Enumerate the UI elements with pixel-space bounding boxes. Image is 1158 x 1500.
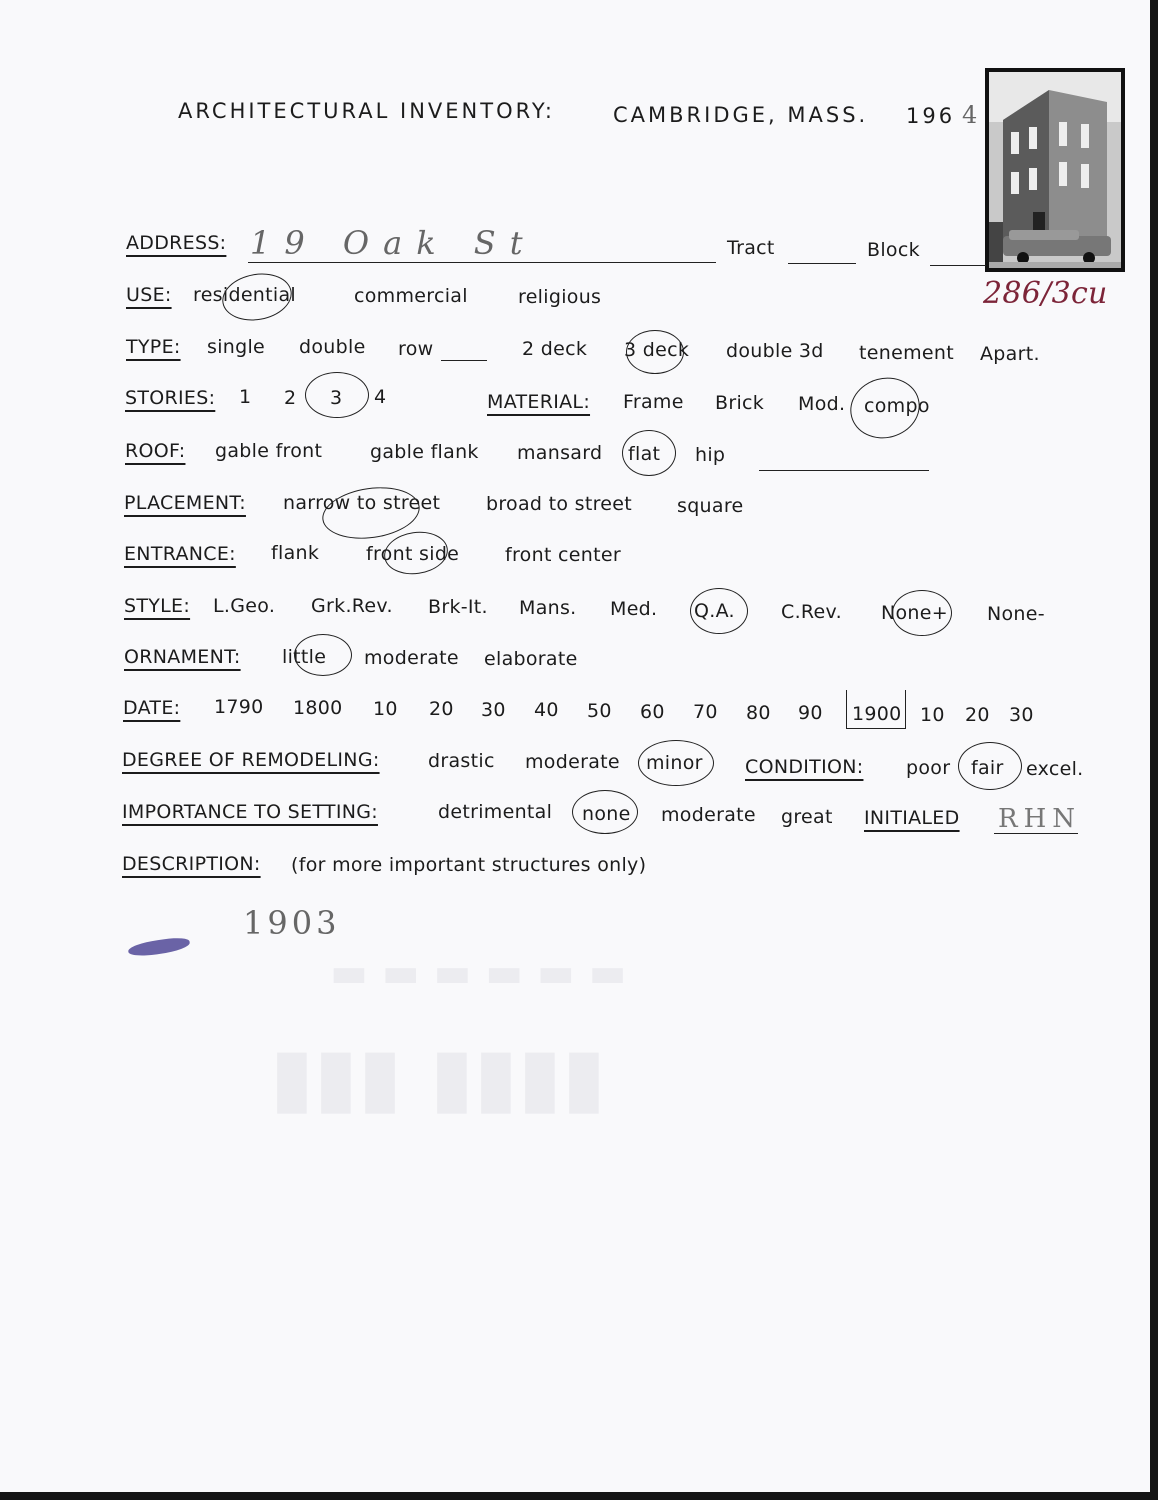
importance-great: great bbox=[781, 806, 833, 828]
photo-code: 286/3cu bbox=[983, 276, 1108, 311]
condition-excel: excel. bbox=[1026, 758, 1084, 780]
material-label: MATERIAL: bbox=[487, 391, 591, 413]
roof-label: ROOF: bbox=[125, 440, 186, 462]
stories-3: 3 bbox=[330, 387, 343, 409]
little-circle bbox=[294, 634, 352, 676]
style-label: STYLE: bbox=[124, 595, 191, 617]
entrance-front-side: front side bbox=[366, 543, 460, 565]
type-apart: Apart. bbox=[980, 343, 1040, 365]
placement-square: square bbox=[677, 495, 744, 517]
initials-line bbox=[994, 833, 1078, 834]
use-religious: religious bbox=[518, 286, 602, 308]
fair-circle bbox=[958, 742, 1022, 790]
date-10: 10 bbox=[373, 698, 398, 720]
ornament-elaborate: elaborate bbox=[484, 648, 578, 670]
initials: RHN bbox=[998, 804, 1081, 834]
style-qa: Q.A. bbox=[694, 600, 735, 622]
block-line bbox=[930, 265, 986, 266]
ink-mark bbox=[127, 936, 190, 958]
date-1790: 1790 bbox=[214, 696, 264, 718]
remodeling-label: DEGREE OF REMODELING: bbox=[122, 749, 380, 771]
ornament-little: little bbox=[282, 646, 327, 668]
none-plus-circle bbox=[892, 590, 952, 636]
date-20: 20 bbox=[429, 698, 454, 720]
year-prefix: 196 bbox=[906, 104, 956, 128]
date-30: 30 bbox=[481, 699, 506, 721]
description-handwritten: 1903 bbox=[243, 904, 341, 942]
remodeling-drastic: drastic bbox=[428, 750, 495, 772]
tract-label: Tract bbox=[727, 237, 775, 259]
placement-label: PLACEMENT: bbox=[124, 492, 246, 514]
3-deck-circle bbox=[626, 330, 684, 374]
stories-2: 2 bbox=[284, 387, 297, 409]
date-70: 70 bbox=[693, 701, 718, 723]
material-mod: Mod. bbox=[798, 393, 846, 415]
type-double: double bbox=[299, 336, 366, 358]
address-line bbox=[248, 262, 716, 263]
residential-circle bbox=[219, 268, 296, 325]
initialed-label: INITIALED bbox=[864, 807, 960, 829]
address-label: ADDRESS: bbox=[126, 232, 227, 254]
remodeling-moderate: moderate bbox=[525, 751, 620, 773]
block-label: Block bbox=[867, 239, 920, 261]
importance-moderate: moderate bbox=[661, 804, 756, 826]
style-lgeo: L.Geo. bbox=[213, 595, 276, 617]
date-1900: 1900 bbox=[852, 703, 902, 725]
date-1930: 30 bbox=[1009, 704, 1034, 726]
city-label: CAMBRIDGE, MASS. bbox=[613, 103, 869, 127]
form-title: ARCHITECTURAL INVENTORY: bbox=[178, 99, 555, 123]
stories-label: STORIES: bbox=[125, 387, 216, 409]
date-1800: 1800 bbox=[293, 697, 343, 719]
type-tenement: tenement bbox=[859, 342, 954, 364]
ornament-label: ORNAMENT: bbox=[124, 646, 241, 668]
description-note: (for more important structures only) bbox=[291, 854, 647, 876]
ornament-moderate: moderate bbox=[364, 647, 459, 669]
condition-label: CONDITION: bbox=[745, 756, 864, 778]
style-grkrev: Grk.Rev. bbox=[311, 595, 393, 617]
roof-mansard: mansard bbox=[517, 442, 603, 464]
date-label: DATE: bbox=[123, 697, 181, 719]
bleed-through-watermark: ▮▮▮▮ ▮▮▮ bbox=[270, 1030, 607, 1123]
roof-flat: flat bbox=[628, 443, 661, 465]
importance-none: none bbox=[582, 803, 631, 825]
placement-broad: broad to street bbox=[486, 493, 633, 515]
roof-hip: hip bbox=[695, 444, 726, 466]
style-mans: Mans. bbox=[519, 597, 577, 619]
qa-circle bbox=[690, 588, 748, 634]
minor-circle bbox=[638, 740, 714, 786]
entrance-label: ENTRANCE: bbox=[124, 543, 236, 565]
type-label: TYPE: bbox=[126, 336, 181, 358]
date-60: 60 bbox=[640, 701, 665, 723]
type-3-deck: 3 deck bbox=[624, 339, 690, 361]
stories-3-circle bbox=[305, 372, 369, 418]
remodeling-minor: minor bbox=[646, 752, 703, 774]
date-90: 90 bbox=[798, 702, 823, 724]
bleed-through-text: ▬ ▬ ▬ ▬ ▬ ▬ bbox=[330, 950, 627, 996]
type-2-deck: 2 deck bbox=[522, 338, 588, 360]
date-50: 50 bbox=[587, 700, 612, 722]
date-80: 80 bbox=[746, 702, 771, 724]
condition-poor: poor bbox=[906, 757, 951, 779]
front-side-circle bbox=[381, 528, 450, 578]
use-commercial: commercial bbox=[354, 285, 468, 307]
address-value: 19 Oak St bbox=[250, 224, 537, 262]
material-brick: Brick bbox=[715, 392, 765, 414]
date-1910: 10 bbox=[920, 704, 945, 726]
material-compo: compo bbox=[864, 395, 930, 417]
stories-1: 1 bbox=[239, 386, 252, 408]
type-row: row bbox=[398, 338, 434, 360]
entrance-front-center: front center bbox=[505, 544, 621, 566]
year-handwritten: 4 bbox=[962, 101, 978, 129]
style-med: Med. bbox=[610, 598, 658, 620]
building-photo bbox=[985, 68, 1125, 272]
entrance-flank: flank bbox=[271, 542, 320, 564]
compo-circle bbox=[843, 370, 926, 446]
type-row-line bbox=[441, 360, 487, 361]
use-label: USE: bbox=[126, 284, 172, 306]
style-brkit: Brk-It. bbox=[428, 596, 488, 618]
tract-line bbox=[788, 263, 856, 264]
condition-fair: fair bbox=[971, 757, 1004, 779]
style-none-minus: None- bbox=[987, 603, 1045, 625]
importance-label: IMPORTANCE TO SETTING: bbox=[122, 801, 378, 823]
flat-circle bbox=[622, 430, 676, 476]
importance-detrimental: detrimental bbox=[438, 801, 553, 823]
roof-gable-flank: gable flank bbox=[370, 441, 479, 463]
type-double-3d: double 3d bbox=[726, 340, 824, 362]
1900-bracket bbox=[846, 690, 906, 729]
date-1920: 20 bbox=[965, 704, 990, 726]
date-40: 40 bbox=[534, 699, 559, 721]
placement-narrow: narrow to street bbox=[283, 492, 441, 514]
style-none-plus: None+ bbox=[881, 602, 948, 624]
use-residential: residential bbox=[193, 284, 297, 306]
style-crev: C.Rev. bbox=[781, 601, 842, 623]
description-label: DESCRIPTION: bbox=[122, 853, 261, 875]
none-circle bbox=[572, 790, 638, 834]
roof-other-line bbox=[759, 470, 929, 471]
material-frame: Frame bbox=[623, 391, 684, 413]
stories-4: 4 bbox=[374, 386, 387, 408]
type-single: single bbox=[207, 336, 266, 358]
roof-gable-front: gable front bbox=[215, 440, 323, 462]
